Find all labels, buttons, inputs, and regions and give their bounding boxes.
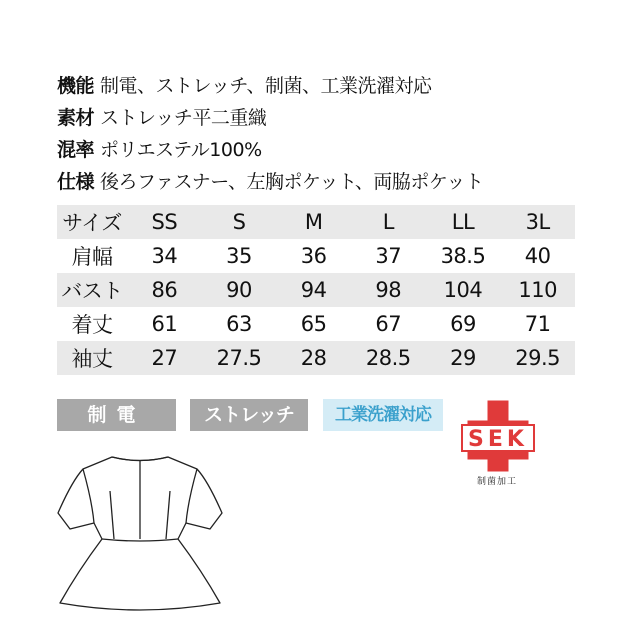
industrial-wash-badge: 工業洗濯対応	[323, 399, 443, 431]
table-cell: 40	[500, 239, 575, 273]
table-row	[57, 307, 575, 341]
spec-key: 機能	[57, 75, 95, 97]
size-table	[57, 205, 575, 375]
table-cell: 28.5	[351, 341, 426, 375]
size-header-row	[57, 205, 575, 239]
size-header-cell: 3L	[500, 205, 575, 239]
table-cell: 37	[351, 239, 426, 273]
table-cell: 86	[127, 273, 202, 307]
table-cell: 71	[500, 307, 575, 341]
table-cell: 63	[202, 307, 277, 341]
spec-key: 素材	[57, 107, 95, 129]
table-cell: 65	[276, 307, 351, 341]
spec-composition	[57, 134, 483, 166]
table-cell: 110	[500, 273, 575, 307]
spec-value: 後ろファスナー、左胸ポケット、両脇ポケット	[100, 171, 484, 193]
size-header-cell: L	[351, 205, 426, 239]
table-cell: 67	[351, 307, 426, 341]
table-cell: 27.5	[202, 341, 277, 375]
table-row	[57, 273, 575, 307]
spec-key: 仕様	[57, 171, 95, 193]
table-cell: 61	[127, 307, 202, 341]
table-cell: 98	[351, 273, 426, 307]
spec-list	[57, 70, 483, 198]
spec-key: 混率	[57, 139, 95, 161]
row-label: 袖丈	[57, 341, 127, 375]
row-label: 着丈	[57, 307, 127, 341]
size-header-cell: LL	[426, 205, 501, 239]
table-cell: 27	[127, 341, 202, 375]
garment-back-illustration	[52, 451, 228, 611]
sek-letters: SEK	[468, 427, 528, 452]
stretch-badge: ストレッチ	[190, 399, 308, 431]
left-sleeve-seam	[83, 469, 94, 523]
spec-value: ストレッチ平二重織	[100, 107, 267, 129]
right-sleeve-seam	[186, 469, 197, 523]
static-badge: 制電	[57, 399, 176, 431]
table-cell: 35	[202, 239, 277, 273]
table-cell: 34	[127, 239, 202, 273]
table-cell: 38.5	[426, 239, 501, 273]
spec-features	[57, 166, 483, 198]
spec-material	[57, 102, 483, 134]
table-row	[57, 341, 575, 375]
size-header-cell: M	[276, 205, 351, 239]
table-cell: 94	[276, 273, 351, 307]
table-cell: 29	[426, 341, 501, 375]
table-cell: 104	[426, 273, 501, 307]
table-cell: 28	[276, 341, 351, 375]
table-row	[57, 239, 575, 273]
size-header-label: サイズ	[57, 205, 127, 239]
table-cell: 29.5	[500, 341, 575, 375]
size-header-cell: S	[202, 205, 277, 239]
spec-value: 制電、ストレッチ、制菌、工業洗濯対応	[100, 75, 432, 97]
table-cell: 36	[276, 239, 351, 273]
row-label: 肩幅	[57, 239, 127, 273]
sek-subtitle: 制菌加工	[476, 477, 517, 487]
left-back-dart	[110, 491, 114, 539]
neckline	[112, 457, 168, 461]
spec-function	[57, 70, 483, 102]
spec-value: ポリエステル100%	[100, 139, 262, 161]
table-cell: 69	[426, 307, 501, 341]
row-label: バスト	[57, 273, 127, 307]
right-back-dart	[166, 491, 170, 539]
table-cell: 90	[202, 273, 277, 307]
waist-seam	[102, 539, 178, 541]
size-header-cell: SS	[127, 205, 202, 239]
